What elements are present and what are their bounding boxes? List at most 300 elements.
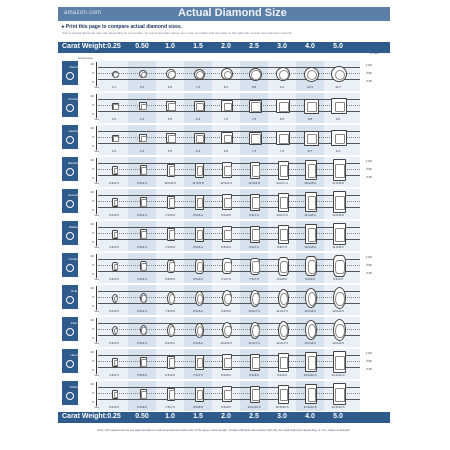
diamond-outline [276, 131, 290, 145]
diamond-dimension: 11.5x11.5 [303, 405, 317, 409]
diamond-dimension: 4.4 [139, 117, 145, 121]
diamond-outline [249, 68, 262, 81]
shape-thumbnail [62, 125, 78, 149]
diamond-dimension: 6.0x4.0 [137, 213, 147, 217]
diamond-dimension: 6.5 [167, 85, 173, 89]
diamond-outline [140, 165, 147, 175]
mm-ruler [92, 62, 97, 86]
ruler-tick: 10 [90, 94, 94, 98]
ruler-tick: 5 [92, 263, 94, 267]
diamond-dimension: 5.5 [167, 117, 173, 121]
diamond-facet [335, 324, 344, 339]
diamond-dimension: 7.5x7.5 [193, 373, 203, 377]
diamond-outline [249, 132, 262, 145]
diamond-facet [335, 70, 346, 81]
diamond-outline [140, 389, 147, 399]
diamond-icon [66, 328, 74, 336]
carat-weight-header-top [58, 42, 390, 53]
diamond-dimension: 7.0x5.0 [165, 213, 175, 217]
diamond-outline [167, 388, 175, 401]
mm-ruler [92, 318, 97, 342]
diamond-outline [333, 255, 346, 277]
diamond-dimension: 9.0x9.0 [277, 373, 287, 377]
mm-ruler [92, 286, 97, 310]
diamond-dimension: 4.5x4.5 [109, 373, 119, 377]
diamond-outline [304, 131, 319, 146]
diamond-dimension: 10.0x7.5 [276, 213, 288, 217]
diamond-dimension: 9.5x7.5 [277, 245, 287, 249]
ruler-tick: 0 [92, 272, 94, 276]
inch-scale [364, 159, 388, 183]
ruler-tick: 0 [92, 368, 94, 372]
diamond-dimension: 9.5x6.5 [221, 309, 231, 313]
ruler-tick: 5 [92, 391, 94, 395]
diamond-dimension: 7.0x5.0 [165, 245, 175, 249]
mm-ruler [92, 158, 97, 182]
diamond-outline [167, 260, 175, 273]
diamond-icon [66, 232, 74, 240]
diamond-outline [278, 289, 289, 308]
diamond-facet [224, 71, 232, 79]
diamond-outline [112, 198, 118, 207]
carat-weight-1: 0.50 [135, 43, 149, 50]
diamond-dimension: 9.4 [279, 85, 285, 89]
diamond-dimension: 11.0x7.5 [276, 309, 288, 313]
diamond-dimension: 13.0x8.0 [304, 341, 316, 345]
diamond-facet [308, 196, 316, 210]
header-banner [58, 7, 390, 21]
diamond-facet [114, 392, 119, 398]
ruler-tick: 5 [92, 71, 94, 75]
diamond-facet [196, 71, 204, 79]
diamond-dimension: 8.5x6.0 [193, 309, 203, 313]
ruler-tick: 10 [90, 62, 94, 66]
diamond-dimension: 11.1 [335, 85, 341, 89]
diamond-icon [66, 200, 74, 208]
carat-weight-4: 2.0 [221, 43, 231, 50]
diamond-dimension: 9.5x9.5 [221, 405, 231, 409]
diamond-facet [280, 325, 288, 338]
inch-tick: 0.25 [366, 79, 372, 83]
diamond-dimension: 5.0x5.0 [109, 405, 119, 409]
diamond-dimension: 3.4 [111, 149, 117, 153]
diamond-facet [224, 198, 231, 209]
diamond-outline [331, 98, 347, 114]
diamond-outline [166, 133, 176, 143]
diamond-facet [252, 165, 259, 177]
diamond-outline [305, 256, 317, 276]
diamond-facet [114, 200, 119, 206]
diamond-dimension: 9.5x9.5 [333, 277, 343, 281]
diamond-dimension: 8.8 [251, 85, 257, 89]
diamond-facet [114, 360, 119, 366]
carat-weight-label: Carat Weight: [62, 413, 108, 420]
diamond-outline [333, 191, 346, 213]
diamond-dimension: 14.0x8.5 [332, 341, 344, 345]
diamond-facet [141, 104, 147, 110]
diamond-dimension: 9.4 [335, 149, 341, 153]
inch-tick: 1.00 [366, 255, 372, 259]
diamond-icon [66, 72, 74, 80]
diamond-dimension: 5.5 [167, 149, 173, 153]
diamond-dimension: 8.0x4.0 [137, 181, 147, 185]
mm-unit: mm [94, 373, 99, 377]
mm-ruler [92, 190, 97, 214]
diamond-dimension: 9.0x9.0 [305, 277, 315, 281]
shape-thumbnail [62, 349, 78, 373]
carat-weight-6: 3.0 [277, 413, 287, 420]
diamond-dimension: 12.5x12.5 [331, 405, 345, 409]
carat-weight-3: 1.5 [193, 43, 203, 50]
shape-name: Marquise [67, 161, 81, 165]
diamond-facet [279, 102, 289, 112]
diamond-facet [141, 263, 146, 270]
diamond-facet [280, 261, 288, 274]
mm-unit: mm [94, 405, 99, 409]
mm-ruler [92, 382, 97, 406]
diamond-dimension: 6.5x6.5 [165, 373, 175, 377]
diamond-facet [168, 103, 175, 110]
diamond-outline [112, 390, 118, 399]
diamond-outline [278, 161, 289, 180]
diamond-dimension: 7.5x7.5 [249, 277, 259, 281]
diamond-outline [140, 197, 147, 207]
diamond-dimension: 12.5x6.3 [220, 181, 232, 185]
diamond-facet [280, 389, 288, 402]
diamond-facet [335, 388, 344, 403]
inch-tick: 0.50 [366, 263, 372, 267]
ruler-tick: 5 [92, 327, 94, 331]
diamond-dimension: 8.0x6.0 [193, 213, 203, 217]
inch-tick: 0.25 [366, 175, 372, 179]
diamond-outline [194, 69, 205, 80]
ruler-tick: 0 [92, 304, 94, 308]
footnote: Note: All measurements are approximate for well-proportioned diamonds of the given carat weight. Actual millimeter dimensions will vary for each diamond depending on cut, shape and depth. [97, 428, 351, 432]
diamond-outline [250, 354, 260, 371]
ruler-tick: 10 [90, 286, 94, 290]
diamond-dimension: 8.0 [279, 117, 285, 121]
diamond-facet [113, 104, 118, 109]
diamond-outline [112, 135, 119, 142]
inch-tick: 0.50 [366, 359, 372, 363]
diamond-outline [112, 71, 119, 78]
ruler-tick: 5 [92, 295, 94, 299]
diamond-facet [308, 164, 316, 178]
diamond-facet [252, 293, 259, 305]
diamond-facet [169, 230, 175, 239]
diamond-dimension: 3.5x3.5 [109, 277, 119, 281]
diamond-outline [166, 101, 176, 111]
diamond-outline [166, 69, 176, 79]
diamond-outline [167, 324, 175, 337]
diamond-facet [307, 102, 317, 112]
inch-tick: 0.25 [366, 367, 372, 371]
diamond-facet [308, 388, 316, 402]
diamond-dimension: 14.5x7.3 [276, 181, 288, 185]
inch-tick: 1.00 [366, 63, 372, 67]
diamond-facet [114, 232, 119, 238]
diamond-facet [197, 198, 203, 208]
mm-ruler [92, 126, 97, 150]
diamond-outline [140, 261, 147, 271]
ruler-tick: 10 [90, 126, 94, 130]
diamond-dimension: 6.5x3.3 [109, 181, 119, 185]
diamond-dimension: 7.4 [195, 85, 201, 89]
diamond-outline [333, 319, 346, 341]
diamond-dimension: 9.0x6.5 [221, 213, 231, 217]
diamond-dimension: 4.3 [139, 149, 145, 153]
diamond-outline [331, 66, 347, 82]
diamond-outline [333, 351, 346, 373]
diamond-outline [305, 384, 317, 404]
diamond-facet [308, 356, 316, 370]
diamond-dimension: 6.0x4.0 [137, 309, 147, 313]
carat-weight-8: 5.0 [333, 43, 343, 50]
carat-weight-4: 2.0 [221, 413, 231, 420]
shape-row-marquise [58, 155, 390, 189]
diamond-facet [280, 293, 288, 306]
diamond-facet [279, 70, 289, 80]
diamond-facet [224, 294, 231, 305]
diamond-dimension: 4.1 [111, 85, 117, 89]
shape-thumbnail [62, 157, 81, 181]
diamond-facet [141, 359, 146, 366]
ruler-tick: 5 [92, 199, 94, 203]
diamond-dimension: 6.3 [195, 149, 201, 153]
diamond-outline [304, 99, 319, 114]
shape-row-pear [58, 315, 390, 349]
shape-row-cushion [58, 251, 390, 285]
diamond-facet [335, 260, 344, 275]
diamond-dimension: 8.2 [223, 85, 229, 89]
diamond-outline [195, 227, 204, 242]
ruler-tick: 5 [92, 231, 94, 235]
ruler-tick: 10 [90, 222, 94, 226]
diamond-icon [66, 136, 74, 144]
diamond-dimension: 5.0x3.5 [109, 213, 119, 217]
diamond-facet [196, 135, 204, 143]
diamond-dimension: 7.5x5.0 [165, 309, 175, 313]
ruler-tick: 10 [90, 254, 94, 258]
diamond-dimension: 11.0x8.5 [332, 245, 344, 249]
diamond-dimension: 6.5x6.5 [193, 277, 203, 281]
diamond-dimension: 7.4 [251, 149, 257, 153]
diamond-outline [278, 225, 289, 244]
diamond-outline [250, 290, 260, 307]
diamond-outline [167, 228, 175, 241]
ruler-tick: 0 [92, 112, 94, 116]
diamond-dimension: 6.3 [195, 117, 201, 121]
diamond-facet [141, 167, 146, 174]
carat-weight-0: 0.25 [107, 43, 121, 50]
diamond-outline [139, 134, 147, 142]
diamond-facet [280, 229, 288, 242]
diamond-outline [278, 353, 289, 372]
ruler-tick: 10 [90, 350, 94, 354]
carat-weight-header-bottom [58, 412, 390, 423]
diamond-outline [112, 326, 118, 335]
diamond-outline [112, 103, 119, 110]
diamond-facet [168, 135, 175, 142]
ruler-tick: 0 [92, 400, 94, 404]
diamond-dimension: 5.2 [139, 85, 145, 89]
diamond-facet [168, 71, 175, 78]
diamond-dimension: 10.0x6.5 [220, 341, 232, 345]
diamond-dimension: 9.5 [335, 117, 341, 121]
ruler-tick: 10 [90, 318, 94, 322]
carat-weight-2: 1.0 [165, 43, 175, 50]
diamond-facet [308, 228, 316, 242]
diamond-facet [113, 136, 118, 141]
diamond-facet [307, 134, 317, 144]
mm-ruler [92, 254, 97, 278]
diamond-outline [278, 385, 289, 404]
diamond-size-sheet [58, 4, 390, 444]
diamond-outline [222, 258, 232, 274]
diamond-facet [251, 70, 260, 79]
diamond-facet [224, 358, 231, 369]
shape-thumbnail [62, 317, 78, 341]
carat-weight-0: 0.25 [107, 413, 121, 420]
diamond-outline [222, 386, 232, 402]
diamond-dimension: 11.0x11.0 [331, 373, 345, 377]
diamond-outline [305, 320, 317, 340]
diamond-facet [169, 358, 175, 367]
diamond-facet [113, 72, 118, 77]
mm-unit: mm [94, 309, 99, 313]
diamond-facet [252, 325, 259, 337]
diamond-dimension: 12.0x8.0 [304, 309, 316, 313]
diamond-outline [167, 164, 175, 177]
carat-weight-7: 4.0 [305, 43, 315, 50]
diamond-facet [252, 261, 259, 273]
diamond-dimension: 13.5x6.8 [248, 181, 260, 185]
diamond-dimension: 11.0x8.0 [304, 213, 316, 217]
inch-tick: 1.00 [366, 351, 372, 355]
diamond-facet [197, 230, 203, 240]
mm-unit: mm [94, 213, 99, 217]
shape-thumbnail [62, 221, 78, 245]
diamond-icon [66, 392, 74, 400]
print-instruction-detail: Size of printed diamonds may vary depending on your printer. To ensure accurate sizing, use a ruler to confirm that the scale on the right side of each row measures correctly. [62, 31, 293, 35]
shape-name: Princess [68, 97, 80, 101]
diamond-facet [279, 134, 289, 144]
diamond-dimension: 5.5x4.5 [137, 245, 147, 249]
diamond-facet [224, 262, 231, 273]
diamond-outline [112, 294, 118, 303]
ruler-tick: 5 [92, 135, 94, 139]
ruler-tick: 10 [90, 382, 94, 386]
diamond-facet [169, 262, 175, 271]
diamond-dimension: 12.0x8.5 [332, 213, 344, 217]
diamond-dimension: 17.0x8.5 [332, 181, 344, 185]
diamond-dimension: 9.0x6.0 [193, 341, 203, 345]
diamond-facet [224, 390, 231, 401]
carat-weight-2: 1.0 [165, 413, 175, 420]
diamond-outline [250, 194, 260, 211]
diamond-outline [221, 68, 233, 80]
ruler-tick: 0 [92, 336, 94, 340]
diamond-outline [333, 287, 346, 309]
mm-unit: mm [94, 181, 99, 185]
diamond-dimension: 8.5x8.5 [249, 373, 259, 377]
diamond-dimension: 9.5x7.0 [249, 213, 259, 217]
diamond-facet [280, 165, 288, 178]
diamond-outline [222, 354, 232, 370]
diamond-dimension: 7.5x7.5 [165, 405, 175, 409]
diamond-dimension: 10.0x7.0 [248, 309, 260, 313]
diamond-facet [169, 326, 175, 335]
carat-weight-6: 3.0 [277, 43, 287, 50]
diamond-outline [139, 70, 147, 78]
diamond-dimension: 10.0x10.0 [303, 373, 317, 377]
shape-name: Heart [70, 353, 78, 357]
diamond-facet [224, 326, 231, 337]
shape-row-emerald [58, 187, 390, 221]
diamond-outline [278, 193, 289, 212]
shape-thumbnail [62, 189, 78, 213]
diamond-facet [141, 231, 146, 238]
diamond-outline [331, 130, 347, 146]
shape-name: Oval [70, 289, 78, 293]
diamond-outline [112, 358, 118, 367]
diamond-facet [335, 228, 344, 243]
diamond-facet [169, 294, 175, 303]
diamond-outline [112, 230, 118, 239]
diamond-facet [335, 292, 344, 307]
mm-unit: mm [94, 85, 99, 89]
diamond-dimension: 7.9 [279, 149, 285, 153]
diamond-facet [224, 230, 231, 241]
diamond-outline [140, 357, 147, 367]
diamond-dimension: 7.0 [223, 117, 229, 121]
diamond-facet [141, 72, 147, 78]
diamond-facet [141, 391, 146, 398]
diamond-icon [66, 168, 74, 176]
shape-name: Trillion [69, 385, 79, 389]
print-instruction: ▸ Print this page to compare actual diamond sizes. [62, 24, 183, 30]
carat-weight-label: Carat Weight: [62, 43, 108, 50]
diamond-outline [112, 166, 118, 175]
diamond-outline [250, 162, 260, 179]
inches-label: inches [370, 51, 379, 55]
shape-row-round [58, 59, 390, 93]
diamond-outline [333, 383, 346, 405]
diamond-dimension: 11.0x7.0 [248, 341, 260, 345]
diamond-facet [308, 260, 316, 274]
diamond-dimension: 4.5x4.5 [137, 277, 147, 281]
diamond-icon [66, 296, 74, 304]
print-instruction-text: Print this page to compare actual diamond sizes. [65, 24, 183, 30]
diamond-outline [305, 160, 317, 180]
diamond-dimension: 10.0x5.0 [164, 181, 176, 185]
ruler-tick: 0 [92, 176, 94, 180]
diamond-dimension: 13.0x8.5 [332, 309, 344, 313]
shape-thumbnail [62, 285, 78, 309]
diamond-outline [195, 259, 204, 274]
diamond-facet [335, 102, 346, 113]
diamond-dimension: 11.5x5.8 [192, 181, 204, 185]
shape-row-radiant [58, 219, 390, 253]
diamond-outline [194, 101, 205, 112]
diamond-icon [66, 264, 74, 272]
diamond-facet [141, 295, 146, 302]
diamond-dimension: 10.0x10.0 [247, 405, 261, 409]
diamond-outline [140, 229, 147, 239]
diamond-facet [169, 390, 175, 399]
diamond-dimension: 8.0x6.0 [193, 245, 203, 249]
diamond-facet [197, 262, 203, 272]
